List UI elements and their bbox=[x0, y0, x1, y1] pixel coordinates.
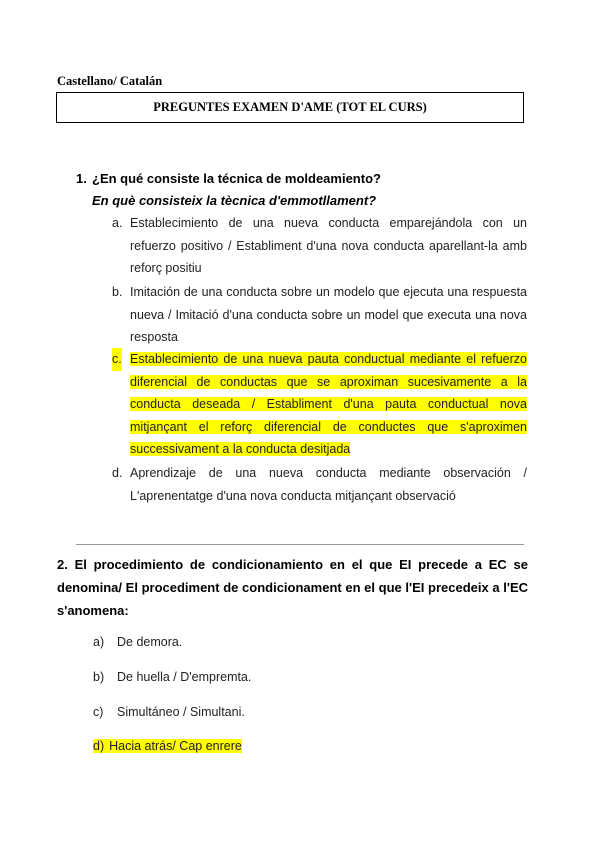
option-text: Imitación de una conducta sobre un modelo que ejecuta una respuesta nueva / Imitació d'una conducta sobre un model que executa una nova resposta bbox=[130, 285, 527, 345]
question-1-text-ca: En què consisteix la tècnica d'emmotllament? bbox=[92, 193, 377, 208]
language-label: Castellano/ Catalán bbox=[57, 74, 163, 88]
option-letter: b) bbox=[93, 670, 105, 684]
option-letter: c) bbox=[93, 705, 104, 719]
option-letter: d. bbox=[112, 466, 123, 480]
option-text: De huella / D'empremta. bbox=[117, 670, 252, 684]
option-text: Establecimiento de una nueva conducta emparejándola con un refuerzo positivo / Establiment d'una nova conducta aparellant-la amb reforç positiu bbox=[130, 216, 527, 276]
option-letter: a) bbox=[93, 635, 105, 649]
option-letter: d) bbox=[93, 739, 105, 753]
question-2-option-c bbox=[93, 705, 245, 719]
option-text: Simultáneo / Simultani. bbox=[117, 705, 245, 719]
question-1-option-d bbox=[112, 462, 527, 507]
option-letter: c. bbox=[112, 348, 122, 371]
question-1-option-a bbox=[112, 212, 527, 280]
question-1-text-es: ¿En qué consiste la técnica de moldeamiento? bbox=[92, 171, 381, 186]
question-2-option-b bbox=[93, 670, 251, 684]
exam-title: PREGUNTES EXAMEN D'AME (TOT EL CURS) bbox=[56, 92, 524, 123]
question-1-number: 1. bbox=[76, 171, 87, 186]
option-text: De demora. bbox=[117, 635, 183, 649]
question-1-option-b bbox=[112, 281, 527, 349]
question-2-option-a bbox=[93, 635, 182, 649]
question-2-option-d-correct bbox=[93, 739, 242, 753]
option-text: Aprendizaje de una nueva conducta mediante observación / L'aprenentatge d'una nova conducta mitjançant observació bbox=[130, 466, 527, 503]
question-2-text: 2. El procedimiento de condicionamiento en el que EI precede a EC se denomina/ El procediment de condicionament en el que l'EI precedeix a l'EC s'anomena: bbox=[57, 557, 528, 618]
option-letter: b. bbox=[112, 285, 123, 299]
section-divider bbox=[76, 544, 524, 545]
option-text: Hacia atrás/ Cap enrere bbox=[109, 739, 242, 753]
option-text: Establecimiento de una nueva pauta conductual mediante el refuerzo diferencial de conductas que se aproximan sucesivamente a la conducta deseada / Establiment d'una pauta conductual nova mitjançant el reforç diferencial de conductes que s'aproximen successivament a la conducta desitjada bbox=[130, 352, 527, 457]
option-letter: a. bbox=[112, 216, 123, 230]
question-1-option-c-correct bbox=[112, 348, 527, 461]
